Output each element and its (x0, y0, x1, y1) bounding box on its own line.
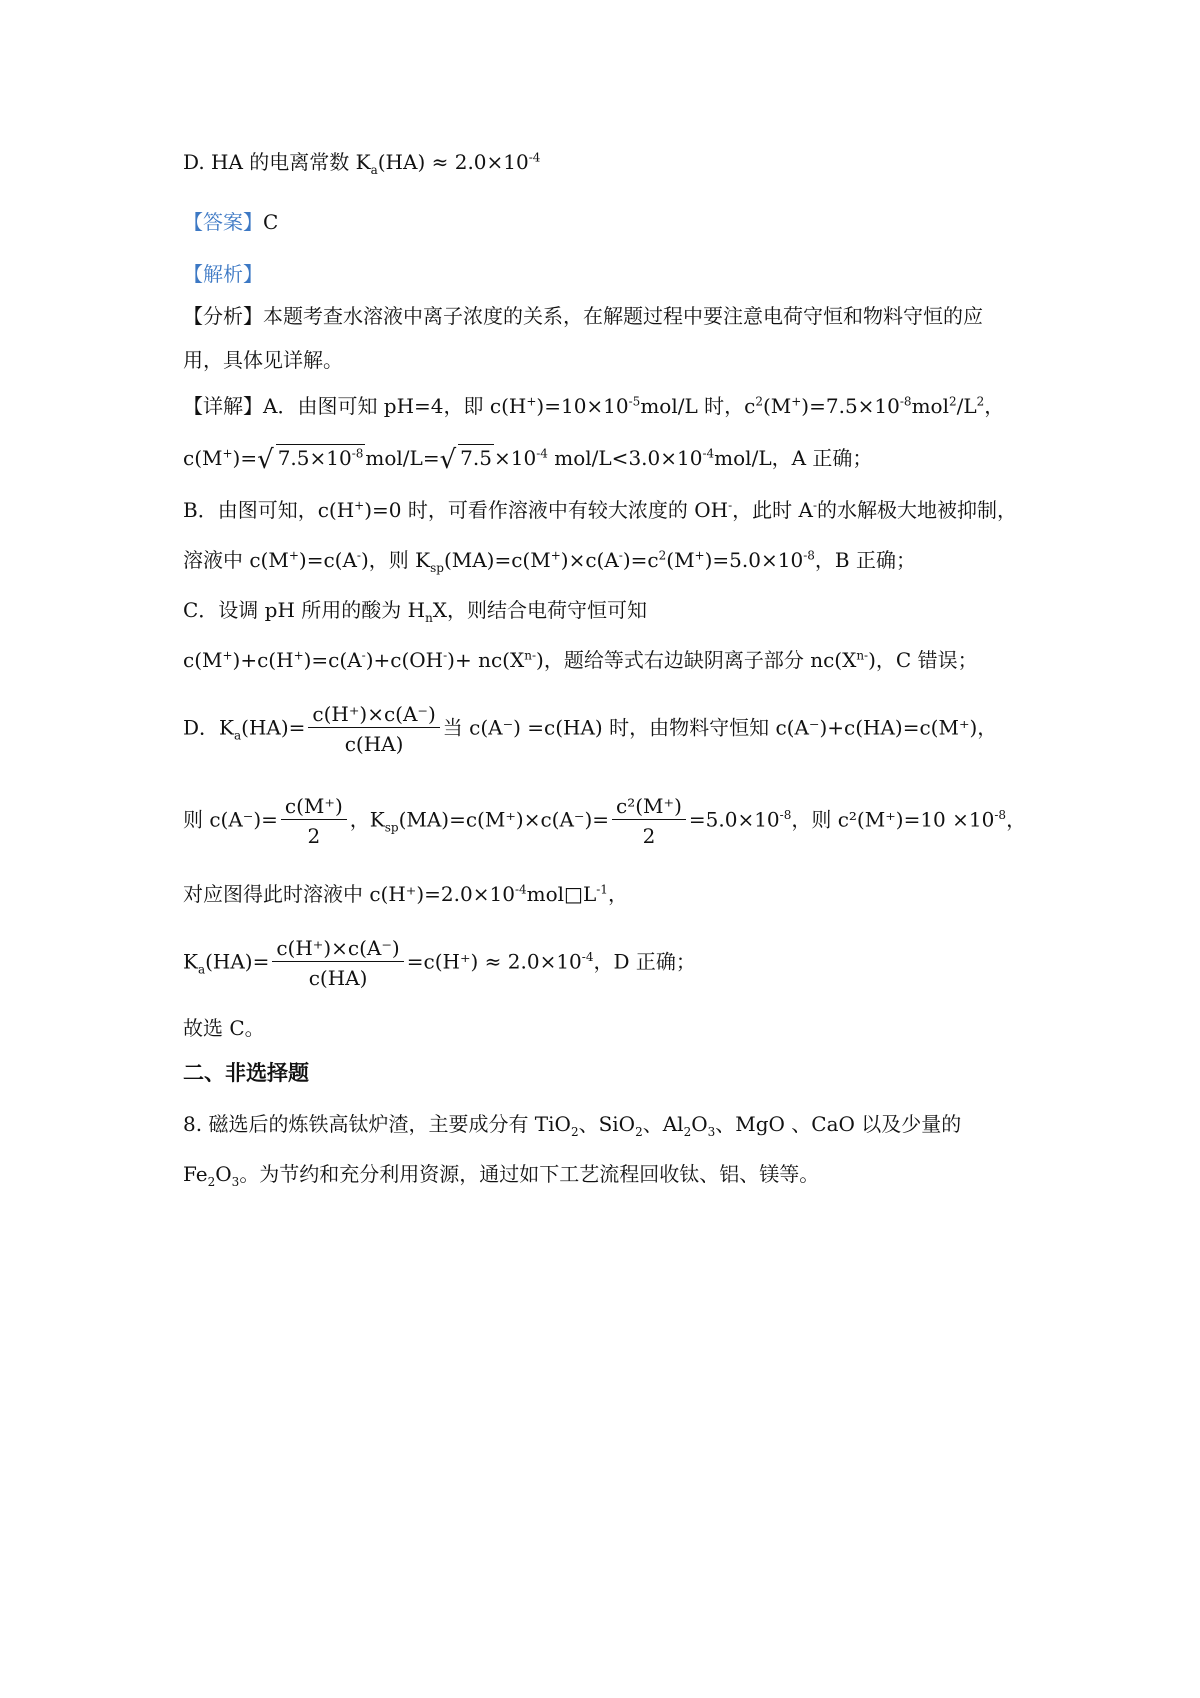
detail-a-line-1: 【详解】A．由图可知 pH=4，即 $c(H^+)=10\times 10^{-5}mol/L$ 时，$c^2(M^+)=7.5\times 10^{-8}mol^2/L^2$， (183, 394, 1005, 418)
sqrt-icon: √ (439, 445, 457, 475)
detail-b-line-2: 溶液中 c(M+)=c(A-)，则 $K_{sp}(MA)=c(M^+)\times c(A^-)=c^2(M^+)=5.0\times 10^{-8}$，B 正确； (183, 548, 916, 575)
detail-a-line-2: c(M+)=√ $7.5\times 10^{-8}$ mol/L=√ $7.5 \times 10^{-4}$ mol/$L<3.0\times 10^{-4}mol/L$，A 正确； (183, 445, 873, 475)
answer-line (183, 212, 278, 232)
conclusion: 故选 C。 (183, 1016, 265, 1040)
fraction: $\frac{c(M^+)}{2}$ (281, 796, 347, 846)
question-8-line-2: $Fe_2O_3$。为节约和充分利用资源，通过如下工艺流程回收钛、铝、镁等。 (183, 1162, 820, 1189)
answer-tag: 【答案】 (183, 210, 263, 234)
analysis-line-1: 【分析】本题考查水溶液中离子浓度的关系，在解题过程中要注意电荷守恒和物料守恒的应 (183, 304, 983, 328)
sqrt-icon: √ (257, 445, 274, 475)
detail-b-line-1: B．由图可知，c(H+)=0 时，可看作溶液中有较大浓度的 OH-，此时 A-的水解极大地被抑制， (183, 498, 1017, 522)
detail-d-line-2: 则 c(A⁻)= $\frac{c(M^+)}{2}$ ，$K_{sp}(MA)=c(M^+)\times c(A^-)=$ $\frac{\text{c²(M⁺)}}{2}$ $=5.0\times 10^{-8}$，则 $c^2(M^+)=10 \times 10^{-8}$， (183, 794, 1027, 848)
question-8-line-1: 8. 磁选后的炼铁高钛炉渣，主要成分有 TiO$_2$、SiO$_2$、$Al_2O_3$、MgO 、CaO 以及少量的 (183, 1112, 962, 1139)
jiexi-tag: 【解析】 (183, 262, 263, 286)
detail-d-line-3: 对应图得此时溶液中 $c(H^+)=2.0\times 10^{-4}mol□L^{-1}$， (183, 882, 628, 906)
detail-c-line-2: $c(M^+)+c(H^+)=c(A^-)+c(OH^-)+ nc(X^{n-})$，题给等式右边缺阴离子部分 $nc(X^{n-})$，C 错误； (183, 648, 978, 672)
section-title: 二、非选择题 (183, 1060, 309, 1085)
detail-d-line-1: D．$K_a(HA)=$ $\frac{c(H^+)\times c(A^-)}{c(HA)}$ 当 c(A⁻) =c(HA) 时，由物料守恒知 c(A⁻)+c(HA)=c(M⁺)， (183, 702, 998, 756)
fraction: $\frac{c(H^+)\times c(A^-)}{c(HA)}$ (272, 938, 403, 988)
fraction: $\frac{c(H^+)\times c(A^-)}{c(HA)}$ (308, 704, 439, 754)
detail-d-line-4: $K_a(HA)=$ $\frac{c(H^+)\times c(A^-)}{c(HA)}$ $=c(H^+) \approx 2.0\times 10^{-4}$，D 正确； (183, 936, 696, 990)
answer-value: C (263, 210, 279, 234)
analysis-line-2: 用，具体见详解。 (183, 348, 343, 372)
detail-c-line-1: C．设调 pH 所用的酸为 $H_nX$，则结合电荷守恒可知 (183, 598, 648, 625)
jiexi-line (183, 264, 263, 284)
fraction: $\frac{\text{c²(M⁺)}}{2}$ (612, 796, 686, 846)
option-d: D. HA 的电离常数 $K_a(HA) \approx 2.0\times 10^{-4}$ (183, 150, 541, 177)
